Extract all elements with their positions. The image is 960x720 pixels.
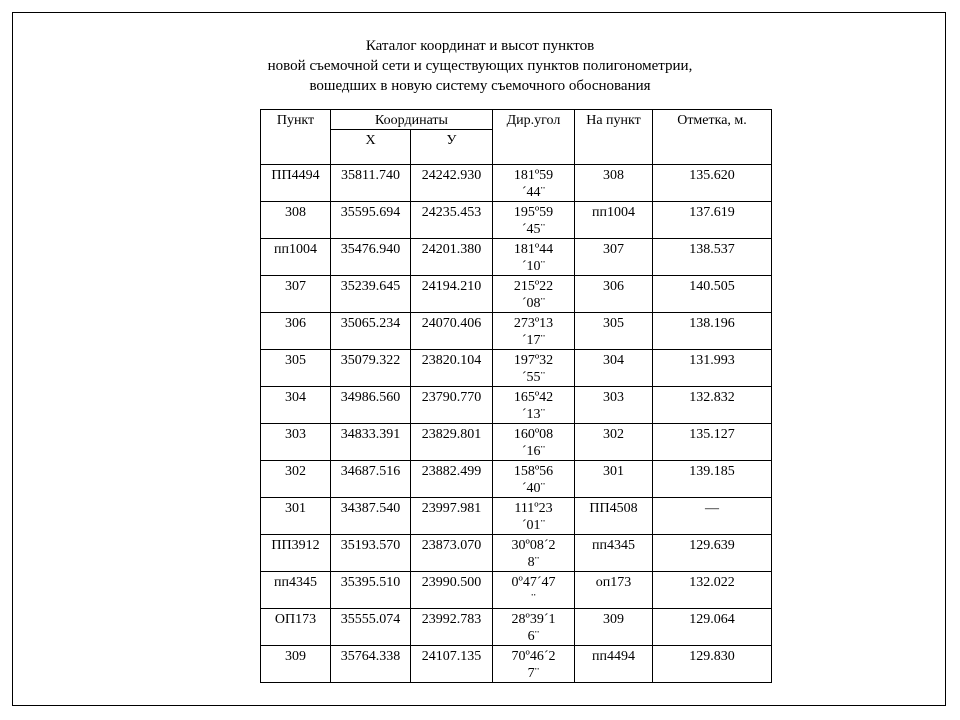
- cell-x: 35239.645: [331, 276, 411, 313]
- cell-x: 35764.338: [331, 646, 411, 683]
- cell-y: 23997.981: [411, 498, 493, 535]
- cell-elevation: 140.505: [653, 276, 772, 313]
- cell-x: 35395.510: [331, 572, 411, 609]
- table-row: [261, 609, 772, 646]
- cell-elevation: 132.832: [653, 387, 772, 424]
- cell-elevation: 139.185: [653, 461, 772, 498]
- header-elevation: Отметка, м.: [653, 110, 772, 165]
- cell-elevation: 129.064: [653, 609, 772, 646]
- cell-to-point: 308: [575, 165, 653, 202]
- cell-point: 302: [261, 461, 331, 498]
- table-row: [261, 646, 772, 683]
- header-direction-angle: Дир.угол: [493, 110, 575, 165]
- cell-y: 24107.135: [411, 646, 493, 683]
- cell-to-point: 303: [575, 387, 653, 424]
- cell-direction-angle: 273º13´17¨: [493, 313, 575, 350]
- cell-x: 35595.694: [331, 202, 411, 239]
- cell-x: 35193.570: [331, 535, 411, 572]
- cell-x: 35555.074: [331, 609, 411, 646]
- cell-elevation: 135.127: [653, 424, 772, 461]
- cell-to-point: пп4494: [575, 646, 653, 683]
- cell-to-point: 306: [575, 276, 653, 313]
- cell-point: 301: [261, 498, 331, 535]
- cell-elevation: 138.537: [653, 239, 772, 276]
- document-title: [0, 36, 960, 96]
- table-row: [261, 387, 772, 424]
- cell-direction-angle: 215º22´08¨: [493, 276, 575, 313]
- cell-to-point: пп1004: [575, 202, 653, 239]
- cell-direction-angle: 197º32´55¨: [493, 350, 575, 387]
- table-row: [261, 165, 772, 202]
- title-line-2: новой съемочной сети и существующих пунктов полигонометрии,: [267, 58, 693, 74]
- cell-y: 23990.500: [411, 572, 493, 609]
- cell-y: 23820.104: [411, 350, 493, 387]
- cell-point: ПП4494: [261, 165, 331, 202]
- cell-to-point: 304: [575, 350, 653, 387]
- table-row: [261, 572, 772, 609]
- title-line-3: вошедших в новую систему съемочного обоснования: [309, 78, 651, 94]
- cell-x: 34687.516: [331, 461, 411, 498]
- cell-point: 308: [261, 202, 331, 239]
- cell-elevation: 129.639: [653, 535, 772, 572]
- cell-y: 23992.783: [411, 609, 493, 646]
- table-row: [261, 239, 772, 276]
- cell-direction-angle: 160º08´16¨: [493, 424, 575, 461]
- cell-to-point: 302: [575, 424, 653, 461]
- table-row: [261, 498, 772, 535]
- cell-elevation: 137.619: [653, 202, 772, 239]
- header-point: Пункт: [261, 110, 331, 165]
- header-to-point: На пункт: [575, 110, 653, 165]
- cell-direction-angle: 28º39´16¨: [493, 609, 575, 646]
- table-row: [261, 313, 772, 350]
- cell-direction-angle: 70º46´27¨: [493, 646, 575, 683]
- cell-direction-angle: 165º42´13¨: [493, 387, 575, 424]
- cell-y: 24201.380: [411, 239, 493, 276]
- header-coordinates: Координаты: [331, 110, 493, 130]
- cell-elevation: 138.196: [653, 313, 772, 350]
- cell-x: 35811.740: [331, 165, 411, 202]
- cell-to-point: 305: [575, 313, 653, 350]
- cell-elevation: —: [653, 498, 772, 535]
- cell-direction-angle: 30º08´28¨: [493, 535, 575, 572]
- table-row: [261, 535, 772, 572]
- cell-elevation: 132.022: [653, 572, 772, 609]
- cell-point: 304: [261, 387, 331, 424]
- table-row: [261, 350, 772, 387]
- cell-direction-angle: 195º59´45¨: [493, 202, 575, 239]
- cell-to-point: 301: [575, 461, 653, 498]
- cell-y: 23829.801: [411, 424, 493, 461]
- cell-point: 305: [261, 350, 331, 387]
- cell-elevation: 131.993: [653, 350, 772, 387]
- cell-x: 34833.391: [331, 424, 411, 461]
- table-row: [261, 424, 772, 461]
- cell-y: 24070.406: [411, 313, 493, 350]
- cell-point: пп4345: [261, 572, 331, 609]
- cell-direction-angle: 181º59´44¨: [493, 165, 575, 202]
- cell-y: 23790.770: [411, 387, 493, 424]
- header-row-1: [261, 110, 772, 130]
- cell-x: 34986.560: [331, 387, 411, 424]
- cell-x: 34387.540: [331, 498, 411, 535]
- title-line-1: Каталог координат и высот пунктов: [365, 38, 595, 54]
- cell-point: пп1004: [261, 239, 331, 276]
- cell-y: 24235.453: [411, 202, 493, 239]
- header-y: У: [411, 130, 493, 165]
- cell-elevation: 135.620: [653, 165, 772, 202]
- cell-point: ОП173: [261, 609, 331, 646]
- cell-y: 24194.210: [411, 276, 493, 313]
- cell-y: 23882.499: [411, 461, 493, 498]
- cell-direction-angle: 181º44´10¨: [493, 239, 575, 276]
- cell-point: 306: [261, 313, 331, 350]
- cell-to-point: пп4345: [575, 535, 653, 572]
- cell-x: 35476.940: [331, 239, 411, 276]
- coordinates-catalog-table: [260, 109, 772, 683]
- cell-direction-angle: 158º56´40¨: [493, 461, 575, 498]
- cell-direction-angle: 111º23´01¨: [493, 498, 575, 535]
- cell-point: 303: [261, 424, 331, 461]
- cell-to-point: 309: [575, 609, 653, 646]
- table-row: [261, 202, 772, 239]
- cell-y: 23873.070: [411, 535, 493, 572]
- cell-x: 35065.234: [331, 313, 411, 350]
- table-row: [261, 461, 772, 498]
- cell-to-point: оп173: [575, 572, 653, 609]
- cell-y: 24242.930: [411, 165, 493, 202]
- cell-to-point: 307: [575, 239, 653, 276]
- cell-elevation: 129.830: [653, 646, 772, 683]
- cell-direction-angle: 0º47´47¨: [493, 572, 575, 609]
- cell-point: ПП3912: [261, 535, 331, 572]
- cell-point: 307: [261, 276, 331, 313]
- header-x: Х: [331, 130, 411, 165]
- cell-to-point: ПП4508: [575, 498, 653, 535]
- cell-x: 35079.322: [331, 350, 411, 387]
- cell-point: 309: [261, 646, 331, 683]
- table-row: [261, 276, 772, 313]
